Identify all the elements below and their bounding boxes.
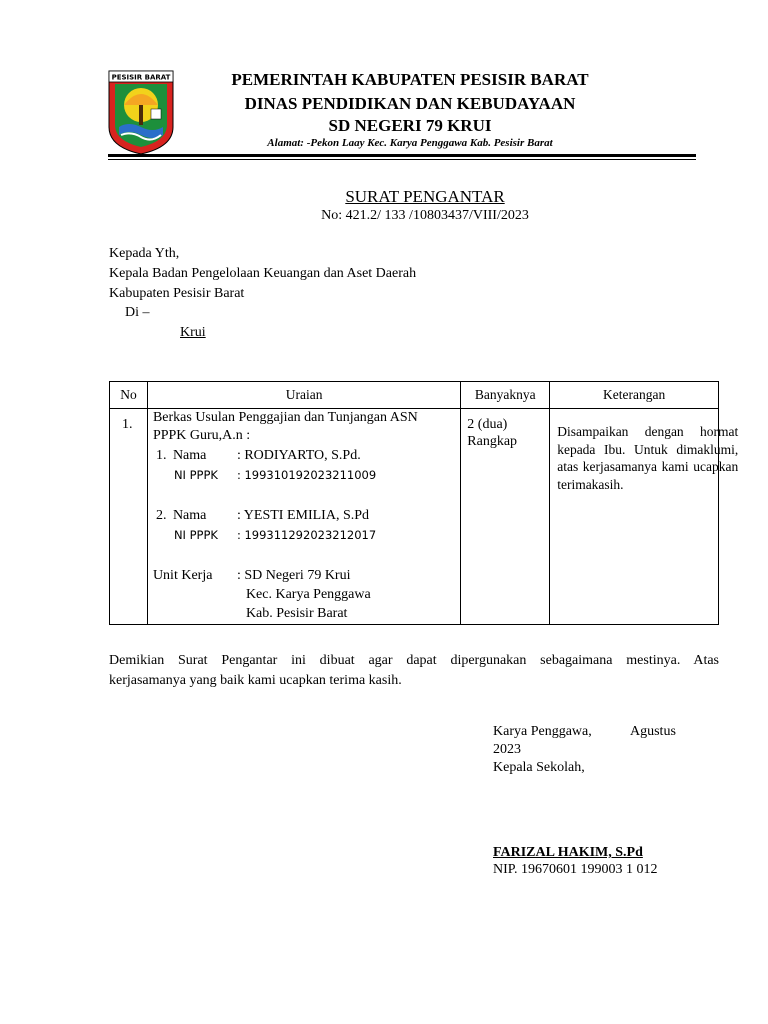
header-department: DINAS PENDIDIKAN DAN KEBUDAYAAN (244, 94, 576, 113)
recipient-regency: Kabupaten Pesisir Barat (109, 286, 245, 301)
quantity-count: 2 (dua) (467, 417, 508, 432)
recipient-di: Di – (125, 305, 150, 320)
signatory-nip: NIP. 19670601 199003 1 012 (493, 862, 658, 877)
quantity-unit: Rangkap (467, 434, 518, 449)
col-header-keterangan: Keterangan (550, 382, 719, 409)
letter-title: SURAT PENGANTAR (345, 187, 505, 206)
cell-banyaknya (461, 409, 550, 625)
document-table (109, 381, 739, 625)
header-government: PEMERINTAH KABUPATEN PESISIR BARAT (231, 70, 589, 89)
person1-ni: : 199310192023211009 (236, 468, 377, 482)
table-header-row (110, 382, 719, 409)
col-header-no: No (110, 382, 148, 409)
unit-label: Unit Kerja (152, 568, 213, 583)
uraian-title-1: Berkas Usulan Penggajian dan Tunjangan ASN (152, 410, 418, 425)
signature-month: Agustus (630, 724, 676, 739)
unit-regency: Kab. Pesisir Barat (245, 606, 348, 621)
unit-school: : SD Negeri 79 Krui (236, 568, 351, 583)
remarks-text: Disampaikan dengan hormat kepada Ibu. Untuk dimaklumi, atas kerjasamanya kami ucapkan terimakasih. (557, 424, 739, 492)
recipient-salutation: Kepada Yth, (109, 246, 180, 261)
person2-name: : YESTI EMILIA, S.Pd (236, 508, 370, 523)
recipient-office: Kepala Badan Pengelolaan Keuangan dan Aset Daerah (109, 266, 417, 281)
cell-uraian (147, 409, 460, 625)
signatory-name: FARIZAL HAKIM, S.Pd (493, 845, 643, 860)
person2-name-label: Nama (172, 508, 207, 523)
letter-number: No: 421.2/ 133 /10803437/VIII/2023 (321, 208, 529, 223)
closing-line-1: Demikian Surat Pengantar ini dibuat agar dapat dipergunakan sebagaimana mestinya. Atas (109, 653, 719, 668)
cell-keterangan (550, 409, 739, 625)
closing-line-2: kerjasamanya yang baik kami ucapkan terima kasih. (109, 673, 402, 688)
recipient-city: Krui (180, 325, 206, 340)
signature-place: Karya Penggawa, (493, 724, 592, 739)
signature-role: Kepala Sekolah, (493, 760, 585, 775)
person2-ni-label: NI PPPK (173, 528, 218, 542)
header-divider-thin (108, 159, 696, 160)
table-row (110, 409, 719, 625)
col-header-uraian: Uraian (147, 382, 460, 409)
person2-number: 2. (155, 508, 167, 523)
signature-year: 2023 (493, 742, 521, 757)
person1-name: : RODIYARTO, S.Pd. (236, 448, 361, 463)
header-school: SD NEGERI 79 KRUI (328, 116, 492, 135)
regency-logo (107, 69, 175, 155)
person1-number: 1. (155, 448, 167, 463)
unit-district: Kec. Karya Penggawa (245, 587, 371, 602)
cell-no (110, 409, 148, 625)
row-number: 1. (122, 417, 133, 432)
header-divider-thick (108, 154, 696, 157)
person1-name-label: Nama (172, 448, 207, 463)
logo-caption: PESISIR BARAT (111, 73, 171, 82)
header-address: Alamat: -Pekon Laay Kec. Karya Penggawa Kab. Pesisir Barat (267, 137, 553, 149)
uraian-title-2: PPPK Guru,A.n : (152, 428, 251, 443)
person1-ni-label: NI PPPK (173, 468, 218, 482)
col-header-banyaknya: Banyaknya (461, 382, 550, 409)
person2-ni: : 199311292023212017 (236, 528, 377, 542)
